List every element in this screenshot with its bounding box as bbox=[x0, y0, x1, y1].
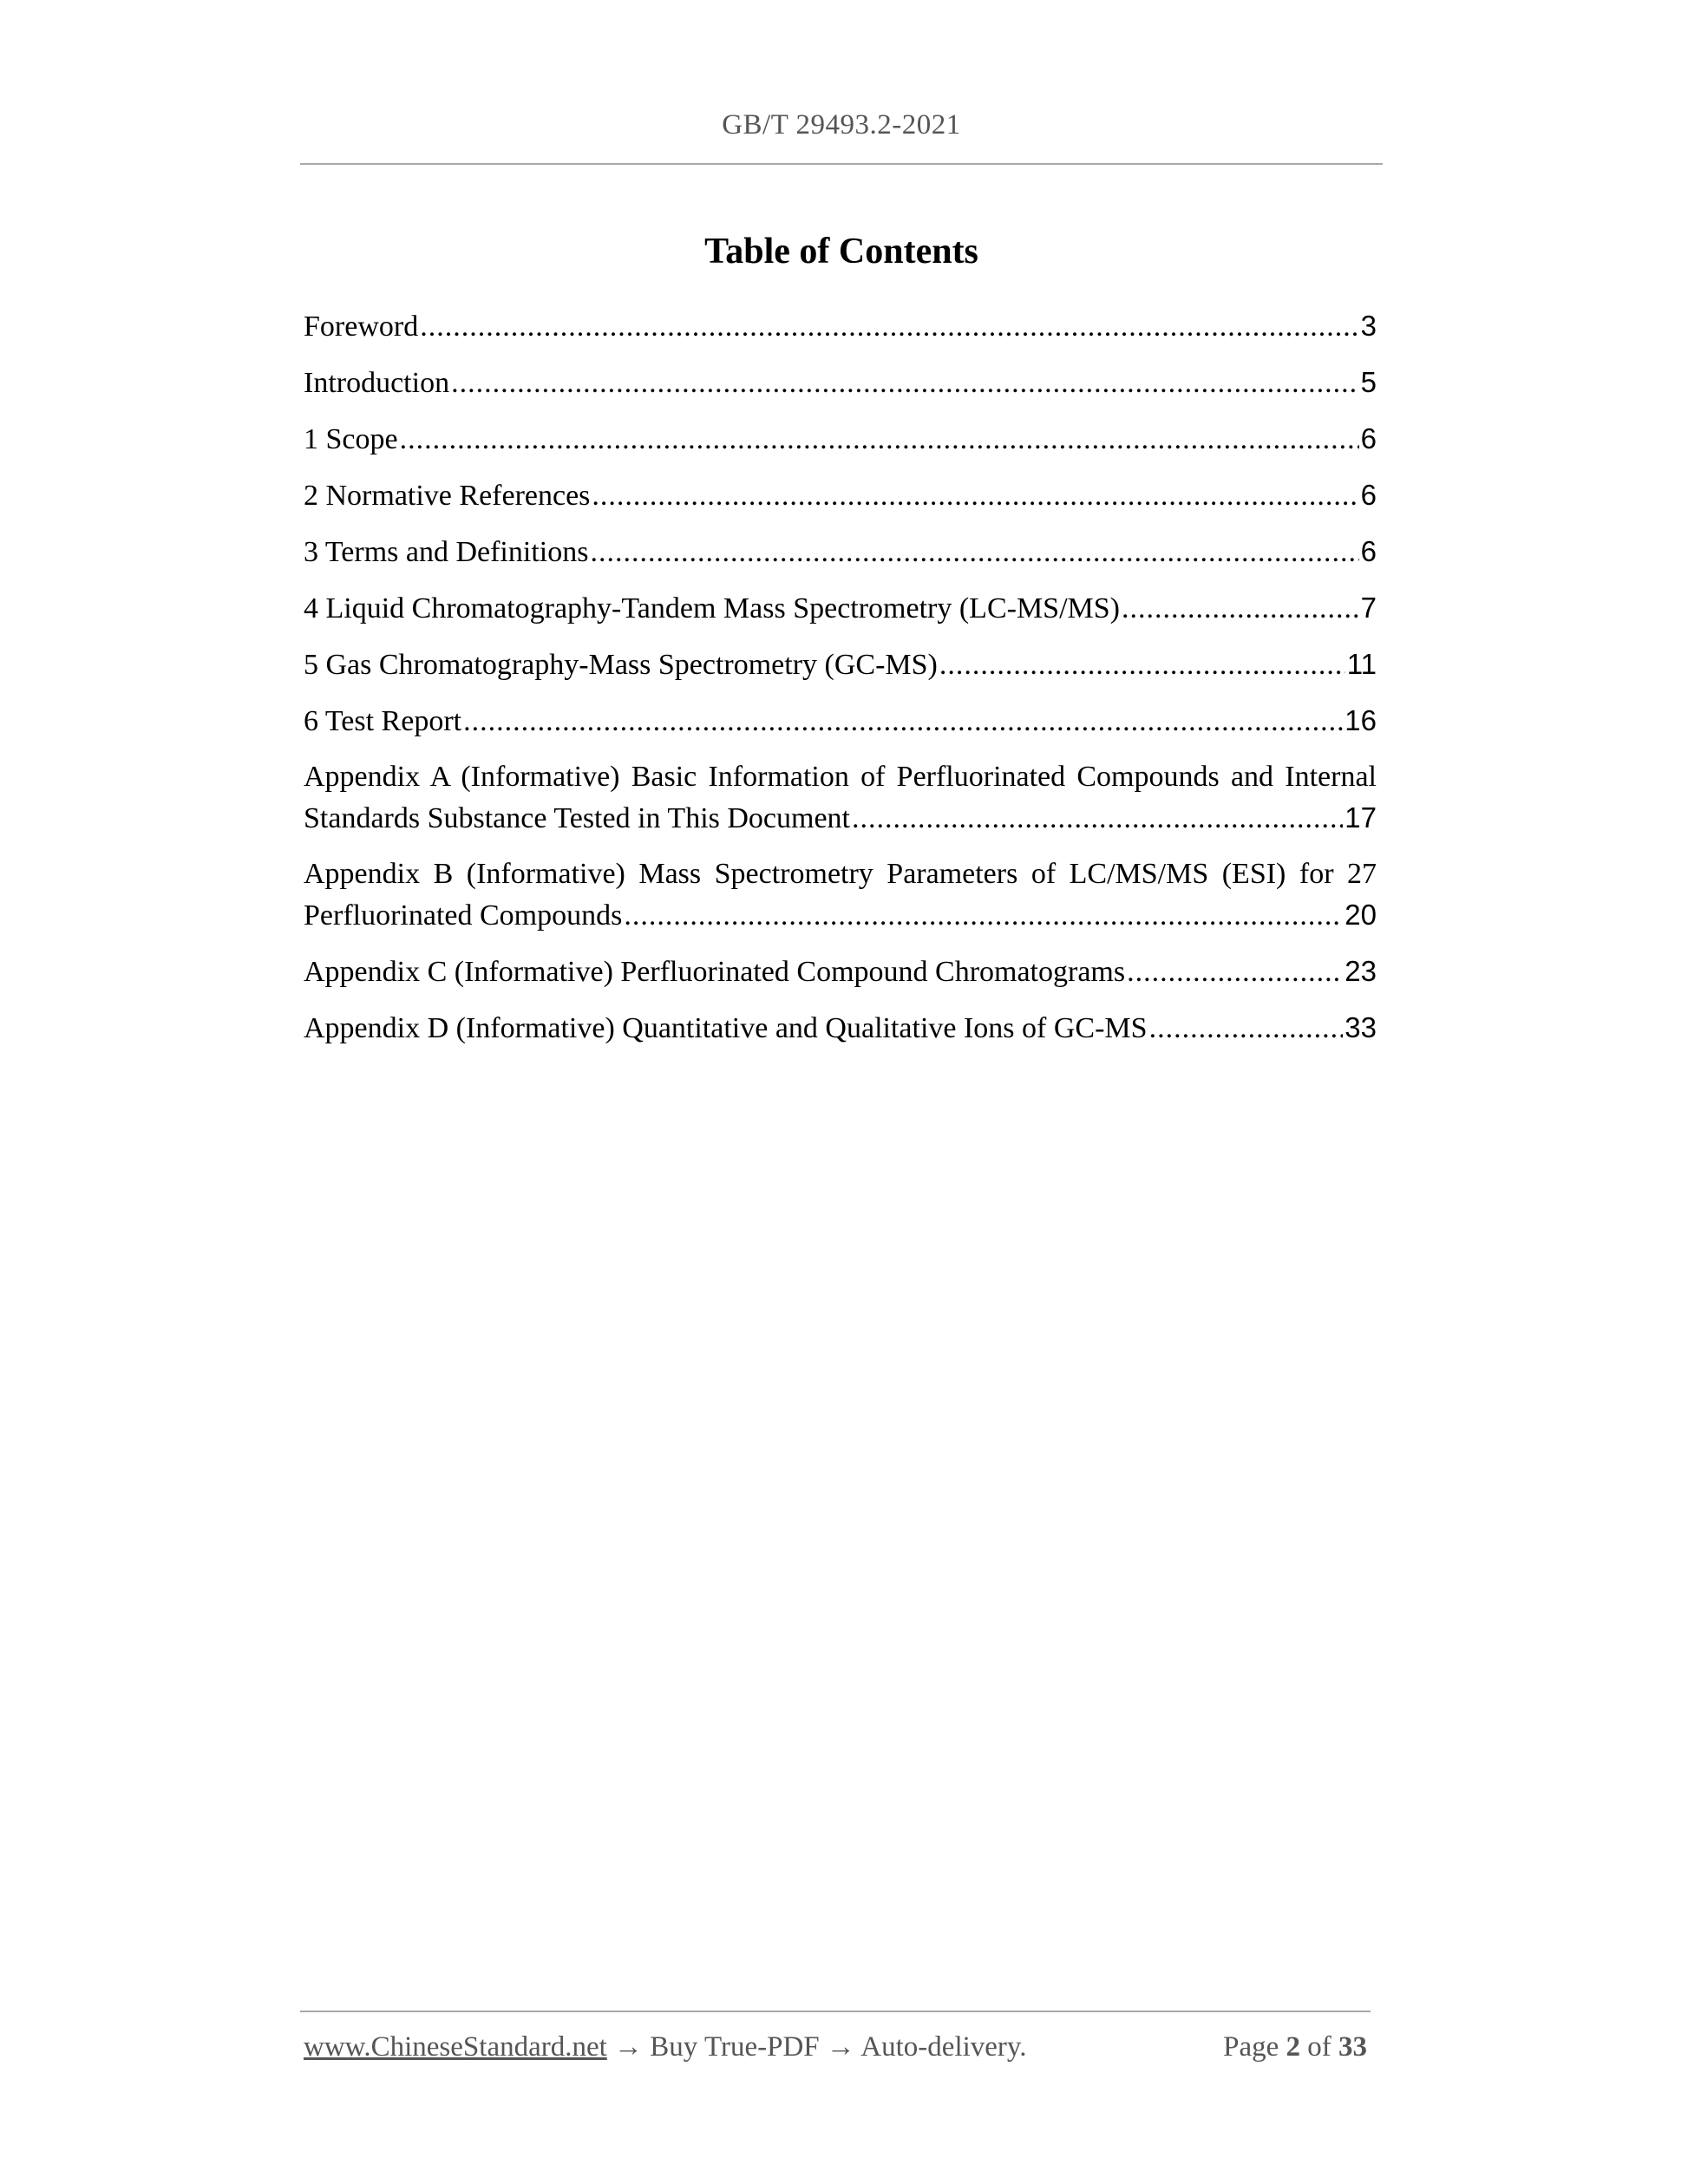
toc-entry-text: 4 Liquid Chromatography-Tandem Mass Spectrometry (LC-MS/MS) bbox=[304, 592, 1120, 624]
toc-page-number: 6 bbox=[1360, 535, 1377, 567]
toc-entry-text: Appendix D (Informative) Quantitative and Qualitative Ions of GC-MS bbox=[304, 1012, 1148, 1044]
header-divider bbox=[300, 163, 1383, 165]
toc-entry-normative-references[interactable] bbox=[304, 474, 1377, 516]
footer-page-of: of bbox=[1307, 2031, 1331, 2063]
footer-promo-text: → Buy True-PDF → Auto-delivery. bbox=[606, 2031, 1027, 2063]
toc-entry-gc-ms[interactable] bbox=[304, 644, 1377, 685]
footer-page-current: 2 bbox=[1286, 2031, 1300, 2063]
toc-page-number: 11 bbox=[1346, 648, 1377, 680]
toc-page-number: 3 bbox=[1360, 310, 1377, 342]
footer-divider bbox=[300, 2011, 1371, 2012]
toc-entry-text: Appendix C (Informative) Perfluorinated Compound Chromatograms bbox=[304, 956, 1126, 988]
toc-leader-dots bbox=[420, 306, 1358, 347]
toc-leader-dots bbox=[451, 363, 1359, 403]
toc-leader-dots bbox=[624, 895, 1343, 936]
toc-entry-test-report[interactable] bbox=[304, 700, 1377, 742]
toc-page-number: 6 bbox=[1360, 479, 1377, 511]
toc-leader-dots bbox=[590, 532, 1358, 572]
toc-leader-dots bbox=[852, 798, 1343, 839]
toc-page-number: 20 bbox=[1345, 899, 1377, 931]
toc-entry-text: 3 Terms and Definitions bbox=[304, 536, 589, 568]
toc-leader-dots bbox=[939, 644, 1345, 685]
toc-entry-text: 1 Scope bbox=[304, 423, 398, 455]
toc-entry-scope[interactable] bbox=[304, 418, 1377, 460]
toc-entry-appendix-c[interactable] bbox=[304, 951, 1377, 992]
toc-entry-text: 5 Gas Chromatography-Mass Spectrometry (GC-MS) bbox=[304, 649, 938, 681]
footer-page-label: Page bbox=[1223, 2031, 1279, 2063]
footer-page-total: 33 bbox=[1338, 2031, 1367, 2063]
toc-leader-dots bbox=[1122, 588, 1359, 629]
toc-entry-foreword[interactable] bbox=[304, 305, 1377, 347]
toc-page-number: 16 bbox=[1345, 704, 1377, 736]
toc-page-number: 33 bbox=[1345, 1011, 1377, 1043]
toc-entry-appendix-a[interactable] bbox=[304, 756, 1377, 839]
footer-left bbox=[304, 2031, 1027, 2063]
toc-entry-second-line bbox=[304, 894, 1377, 936]
footer-website-link[interactable]: www.ChineseStandard.net bbox=[304, 2031, 607, 2063]
toc-title: Table of Contents bbox=[704, 232, 978, 271]
toc-entry-second-line bbox=[304, 797, 1377, 839]
toc-entry-lc-ms-ms[interactable] bbox=[304, 587, 1377, 629]
toc-entry-text-line2: Perfluorinated Compounds bbox=[304, 899, 623, 932]
toc-leader-dots bbox=[400, 419, 1359, 460]
toc-entry-text-line2: Standards Substance Tested in This Document bbox=[304, 802, 850, 834]
toc-page-number: 7 bbox=[1360, 592, 1377, 624]
footer-page-indicator bbox=[1223, 2031, 1367, 2063]
toc-entry-text-line1: Appendix B (Informative) Mass Spectrometry Parameters of LC/MS/MS (ESI) for 27 bbox=[304, 858, 1377, 890]
toc-entry-text: Introduction bbox=[304, 367, 450, 399]
toc-entry-appendix-d[interactable] bbox=[304, 1007, 1377, 1049]
toc-leader-dots bbox=[463, 701, 1343, 742]
page-header: GB/T 29493.2-2021 bbox=[722, 109, 961, 141]
toc-leader-dots bbox=[1149, 1008, 1344, 1049]
toc-leader-dots bbox=[1127, 951, 1343, 992]
toc-page-number: 23 bbox=[1345, 955, 1377, 987]
toc-page-number: 5 bbox=[1360, 366, 1377, 398]
toc-leader-dots bbox=[592, 475, 1358, 516]
toc-entry-text-line1: Appendix A (Informative) Basic Information of Perfluorinated Compounds and Internal bbox=[304, 761, 1377, 793]
toc-entry-text: Foreword bbox=[304, 311, 419, 343]
toc-list bbox=[304, 305, 1377, 1063]
toc-entry-text: 2 Normative References bbox=[304, 480, 591, 512]
toc-entry-appendix-b[interactable] bbox=[304, 853, 1377, 936]
toc-page-number: 6 bbox=[1360, 422, 1377, 454]
toc-entry-introduction[interactable] bbox=[304, 362, 1377, 403]
page-footer bbox=[304, 2031, 1367, 2063]
toc-entry-text: 6 Test Report bbox=[304, 705, 462, 737]
toc-page-number: 17 bbox=[1345, 801, 1377, 834]
toc-entry-terms-definitions[interactable] bbox=[304, 531, 1377, 572]
